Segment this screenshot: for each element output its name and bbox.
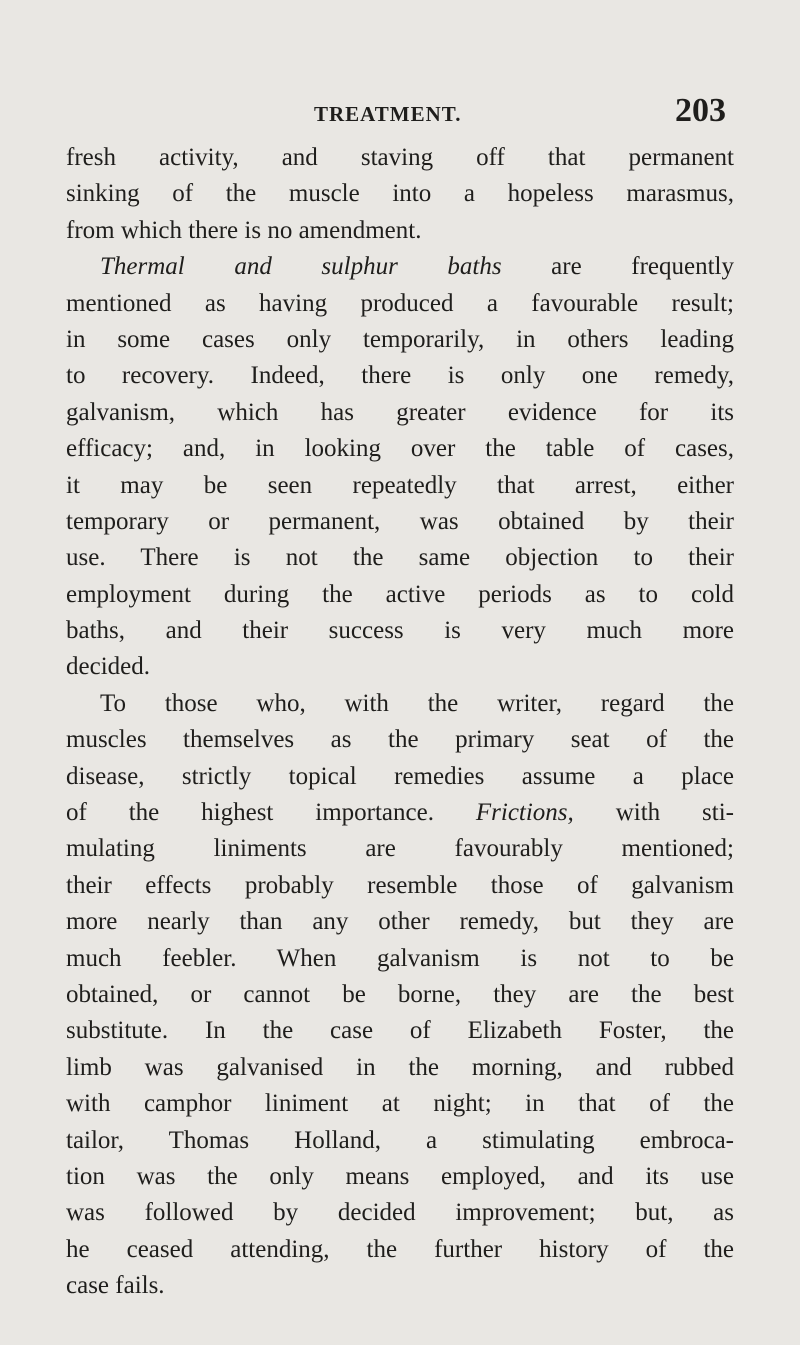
text-line: was followed by decided improvement; but, as: [66, 1199, 734, 1227]
text-line: To those who, with the writer, regard the: [100, 689, 734, 717]
text-line: in some cases only temporarily, in others leading: [66, 325, 734, 353]
text-line: employment during the active periods as to cold: [66, 580, 734, 608]
text-line: from which there is no amendment.: [66, 216, 422, 244]
text-line: their effects probably resemble those of galvanism: [66, 871, 734, 899]
text-line: much feebler. When galvanism is not to be: [66, 944, 734, 972]
text-line: mentioned as having produced a favourable result;: [66, 289, 734, 317]
text-line: substitute. In the case of Elizabeth Foster, the: [66, 1017, 734, 1045]
text-line: mulating liniments are favourably mentioned;: [66, 835, 734, 863]
text-line: disease, strictly topical remedies assume a place: [66, 762, 734, 790]
text-line: use. There is not the same objection to their: [66, 544, 734, 572]
text-line: sinking of the muscle into a hopeless marasmus,: [66, 180, 734, 208]
text-line: [66, 795, 734, 831]
text-line: [66, 249, 734, 285]
page-number: 203: [675, 92, 726, 129]
text-line: galvanism, which has greater evidence for its: [66, 398, 734, 426]
italic-phrase: Frictions,: [475, 799, 574, 827]
text-line: more nearly than any other remedy, but they are: [66, 908, 734, 936]
text-line: limb was galvanised in the morning, and rubbed: [66, 1053, 734, 1081]
text-line: temporary or permanent, was obtained by their: [66, 507, 734, 535]
text-line: it may be seen repeatedly that arrest, either: [66, 471, 734, 499]
text-line: decided.: [66, 653, 150, 681]
text-line: tion was the only means employed, and its use: [66, 1162, 734, 1190]
text-line: obtained, or cannot be borne, they are the best: [66, 980, 734, 1008]
running-head: TREATMENT.: [314, 102, 462, 126]
text-line: muscles themselves as the primary seat of the: [66, 726, 734, 754]
text-line: case fails.: [66, 1272, 165, 1300]
text-line: tailor, Thomas Holland, a stimulating embroca-: [66, 1126, 734, 1154]
text-line: with camphor liniment at night; in that of the: [66, 1090, 734, 1118]
text-line: fresh activity, and staving off that permanent: [66, 144, 734, 171]
line-text-tail: with sti-: [573, 799, 734, 827]
text-line: efficacy; and, in looking over the table of cases,: [66, 435, 734, 463]
text-line: baths, and their success is very much more: [66, 617, 734, 645]
body-text: [66, 140, 734, 1305]
line-text: of the highest importance.: [66, 799, 476, 827]
text-line: to recovery. Indeed, there is only one remedy,: [66, 362, 734, 390]
text-line: he ceased attending, the further history of the: [66, 1235, 734, 1263]
line-text: are frequently: [501, 253, 734, 281]
italic-phrase: Thermal and sulphur baths: [100, 253, 502, 281]
page-header: [0, 92, 800, 132]
